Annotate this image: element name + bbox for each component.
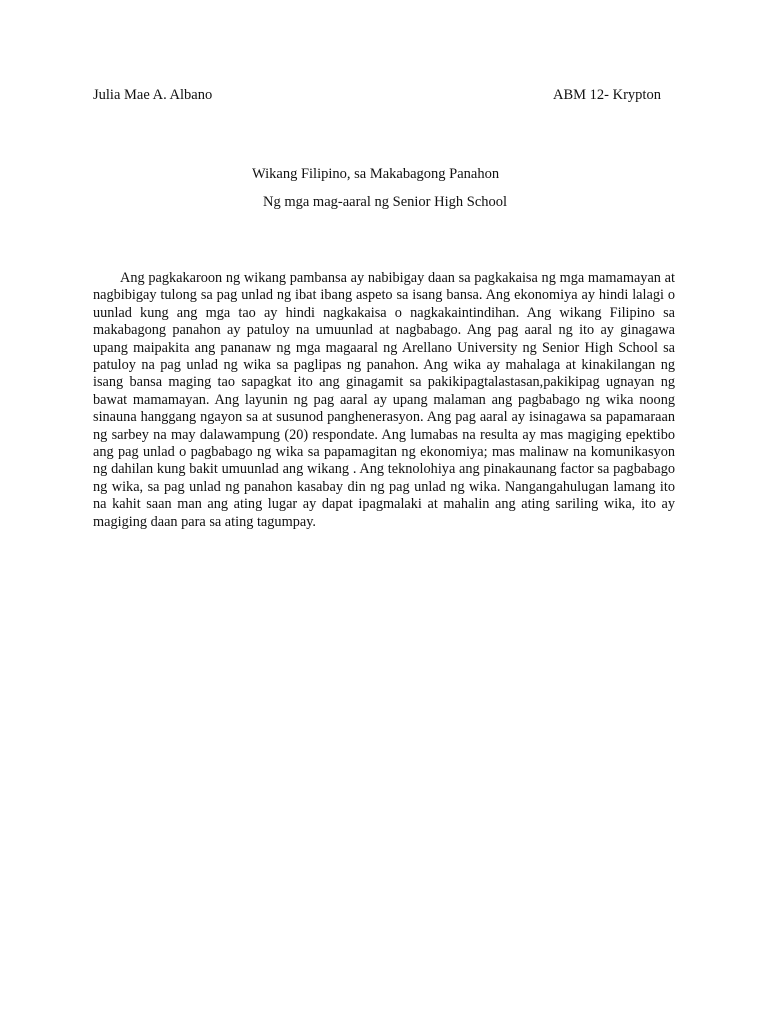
author-name: Julia Mae A. Albano — [93, 87, 213, 103]
body-paragraph: Ang pagkakaroon ng wikang pambansa ay nabibigay daan sa pagkakaisa ng mga mamamayan at nagbibigay tulong sa pag unlad ng ibat ibang aspeto sa isang bansa. Ang ekonomiya ay hindi lalagi o uunlad kung ang mga tao ay hindi nagkakaisa o nagkakaintindihan. Ang wikang Filipino sa makabagong panahon ay patuloy na umuunlad at nagbabago. Ang pag aaral ng ito ay ginagawa upang maipakita ang pananaw ng mga magaaral ng Arellano University ng Senior High School sa patuloy na pag unlad ng wika sa paglipas ng panahon. Ang wika ay mahalaga at kinakilangan ng isang bansa maging tao sapagkat ito ang ginagamit sa pakikipagtalastasan,pakikipag ugnayan ng bawat mamamayan. Ang layunin ng pag aaral ay upang malaman ang pagbabago ng wika noong sinauna hanggang ngayon sa at susunod panghenerasyon. Ang pag aaral ay isinagawa sa papamaraan ng sarbey na may dalawampung (20) respondate. Ang lumabas na resulta ay mas magiging epektibo ang pag unlad o pagbabago ng wika sa papamagitan ng ekonomiya; mas malinaw na komunikasyon ng dahilan kung bakit umuunlad ang wikang . Ang teknolohiya ang pinakaunang factor sa pagbabago ng wika, sa pag unlad ng panahon kasabay din ng pag unlad ng wika. Nangangahulugan lamang ito na kahit saan man ang ating lugar ay dapat ipagmalaki at mahalin ang ating sariling wika, ito ay magiging daan para sa ating tagumpay. — [93, 270, 675, 530]
class-section: ABM 12- Krypton — [553, 87, 661, 103]
document-title: Wikang Filipino, sa Makabagong Panahon — [252, 166, 500, 182]
document-subtitle: Ng mga mag-aaral ng Senior High School — [263, 194, 508, 210]
